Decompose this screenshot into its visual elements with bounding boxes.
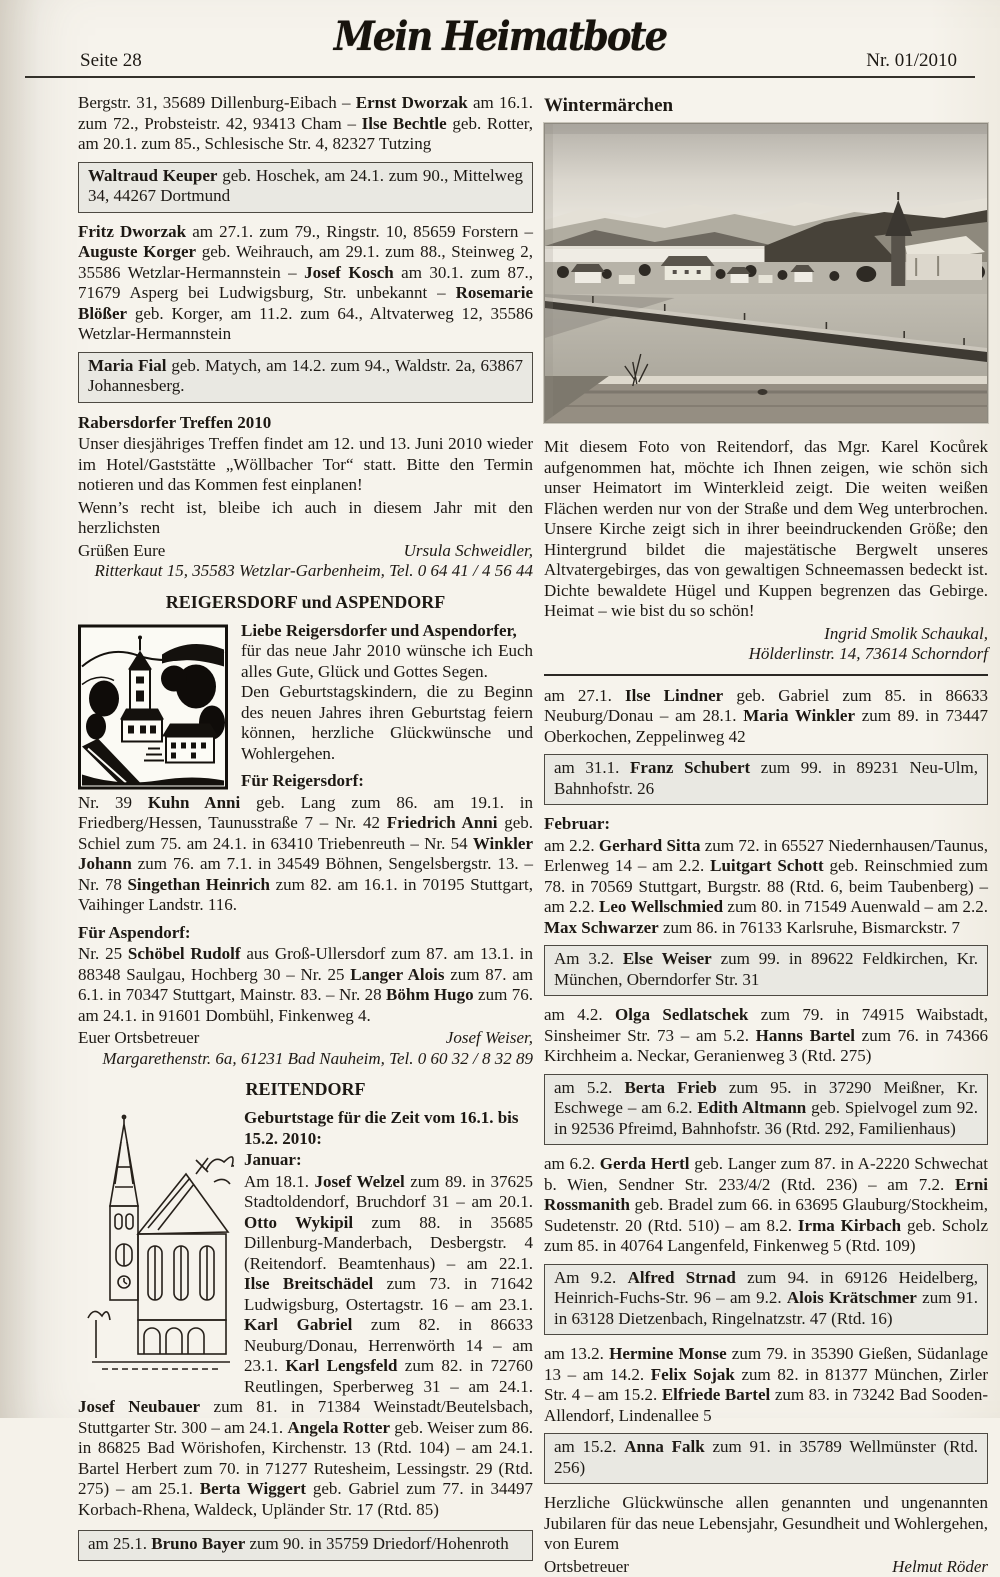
- highlight-box-keuper: Waltraud Keuper geb. Hoschek, am 24.1. zum 90., Mittelweg 34, 44267 Dortmund: [78, 162, 533, 213]
- highlight-box-fial: Maria Fial geb. Matych, am 14.2. zum 94., Waldstr. 2a, 63867 Johannesberg.: [78, 352, 533, 403]
- highlight-box-strnad: Am 9.2. Alfred Strnad zum 94. in 69126 Heidelberg, Heinrich-Fuchs-Str. 96 – am 9.2. Alois Krätschmer zum 91. in 63128 Dietzenbach, Ringelnatzstr. 47 (Rtd. 16): [544, 1264, 988, 1336]
- february-list-2: am 4.2. Olga Sedlatschek zum 79. in 74915 Waibstadt, Sinsheimer Str. 73 – am 5.2. Hanns Bartel zum 76. in 74366 Kirchheim a. Neckar, Geranienweg 3 (Rtd. 275): [544, 1005, 988, 1067]
- month-heading-february: Februar:: [544, 814, 988, 835]
- fuer-aspendorf-heading: Für Aspendorf:: [78, 923, 533, 944]
- highlight-box-weiser: Am 3.2. Else Weiser zum 99. in 89622 Feldkirchen, Kr. München, Oberndorfer Str. 31: [544, 945, 988, 996]
- section-title-reigersdorf: REIGERSDORF und ASPENDORF: [78, 592, 533, 613]
- february-list-1: am 2.2. Gerhard Sitta zum 72. in 65527 Niedernhausen/Taunus, Erlenweg 14 – am 2.2. Luitgart Schott geb. Reinschmied zum 78. in 70569 Stuttgart, Burgstr. 88 (Rtd. 6, beim Taubenberg) – am 2.2. Leo Wellschmied zum 80. in 71549 Auenwald – am 2.2. Max Schwarzer zum 86. in 76133 Karlsruhe, Bismarckstr. 7: [544, 836, 988, 939]
- reigersdorf-signature-row: [78, 1028, 533, 1049]
- rabersdorf-title: Rabersdorfer Treffen 2010: [78, 413, 533, 434]
- signature-address: Ritterkaut 15, 35583 Wetzlar-Garbenheim, Tel. 0 64 41 / 4 56 44: [78, 561, 533, 582]
- page-header: [0, 0, 1000, 78]
- village-woodcut-illustration: [78, 624, 228, 790]
- left-column: [78, 93, 533, 1577]
- closing-signature-row: [544, 1557, 988, 1577]
- signature-address: Hölderlinstr. 14, 73614 Schorndorf: [544, 644, 988, 665]
- reigersdorf-birthday-list: Nr. 39 Kuhn Anni geb. Lang zum 86. am 19.1. in Friedberg/Hessen, Taunusstraße 7 – Nr. 42 Friedrich Anni geb. Schiel zum 75. am 24.1. in 63410 Triebenreuth – Nr. 54 Winkler Johann zum 76. am 7.1. in 34549 Böhnen, Sengelsbergstr. 13. – Nr. 78 Singethan Heinrich zum 82. am 16.1. in 70195 Stuttgart, Vaihinger Landstr. 116.: [78, 793, 533, 916]
- reitendorf-subtitle: Geburtstage für die Zeit vom 16.1. bis 15.2. 2010:: [78, 1108, 533, 1149]
- wintermaerchen-text: Mit diesem Foto von Reitendorf, das Mgr. Karel Kocůrek aufgenommen hat, möchte ich Ihnen zeigen, wie schön sich unser Heimatort im Winterkleid zeigt. Die weiten weißen Flächen werden nur von der Straße und dem Weg unterbrochen. Unsere Kirche zeigt sich in ihrer beeindruckenden Größe; den Hintergrund bildet die majestätische Bergwelt unseres Altvatergebirges, das von gewaltigen Schneemassen bedeckt ist. Dichte bewaldete Hügel und Kuppen begrenzen das Gebirge. Heimat – wie bist du so schön!: [544, 437, 988, 622]
- aspendorf-birthday-list: Nr. 25 Schöbel Rudolf aus Groß-Ullersdorf zum 87. am 13.1. in 88348 Saulgau, Hochberg 30 – Nr. 25 Langer Alois zum 87. am 6.1. in 70347 Stuttgart, Mainstr. 83. – Nr. 28 Böhm Hugo zum 76. am 24.1. in 91601 Dombühl, Finkenweg 4.: [78, 944, 533, 1026]
- reitendorf-january-list: Am 18.1. Josef Welzel zum 89. in 37625 Stadtoldendorf, Bruchdorf 31 – am 20.1. Otto Wykipil zum 88. in 35685 Dillenburg-Manderbach, Desbergstr. 4 (Reitendorf. Beamtenhaus) – am 22.1. Ilse Breitschädel zum 73. in 71642 Ludwigsburg, Ostertagstr. 16 – am 23.1. Karl Gabriel zum 82. in 86633 Neuburg/Donau, Herrenwörth 14 – am 23.1. Karl Lengsfeld zum 82. in 72760 Reutlingen, Sperberweg 31 – am 24.1. Josef Neubauer zum 81. in 71384 Weinstadt/Beutelsbach, Stuttgarter Str. 300 – am 24.1. Angela Rotter geb. Weiser zum 86. in 86825 Bad Wörishofen, Kirchenstr. 13 (Rtd. 104) – am 24.1. Bartel Herbert zum 70. in 71277 Rutesheim, Lessingstr. 29 (Rtd. 275) – am 25.1. Berta Wiggert geb. Gabriel zum 77. in 34497 Korbach-Rhena, Waldeck, Upländer Str. 17 (Rtd. 85): [78, 1172, 533, 1521]
- highlight-box-bayer: am 25.1. Bruno Bayer zum 90. in 35759 Driedorf/Hohenroth: [78, 1530, 533, 1561]
- fuer-reigersdorf-heading: Für Reigersdorf:: [78, 771, 533, 792]
- closing-paragraph: Herzliche Glückwünsche allen genannten und ungenannten Jubilaren für das neue Lebensjahr, Gesundheit und Wohlergehen, von Eurem: [544, 1493, 988, 1555]
- signature-lead: Grüßen Eure: [78, 541, 165, 562]
- rabersdorf-signature-row: [78, 541, 533, 562]
- reigersdorf-intro: Liebe Reigersdorfer und Aspendorfer, für das neue Jahr 2010 wünsche ich Euch alles Gute, Glück und Gottes Segen. Den Geburtstagskindern, die zu Beginn des neuen Jahres ihren Geburtstag feiern können, herzliche Glückwünsche und Wohlergehen.: [78, 621, 533, 765]
- right-column: [544, 93, 988, 1577]
- page-number-label: Seite 28: [80, 50, 142, 72]
- birthday-paragraph: Fritz Dworzak am 27.1. zum 79., Ringstr. 10, 85659 Forstern – Auguste Korger geb. Weihrauch, am 29.1. zum 88., Steinweg 2, 35586 Wetzlar-Hermannstein – Josef Kosch am 30.1. zum 87., 71679 Asperg bei Ludwigsburg, Str. unbekannt – Rosemarie Blößer geb. Korger, am 11.2. zum 64., Altvaterweg 12, 35586 Wetzlar-Hermannstein: [78, 222, 533, 345]
- signature-lead: Euer Ortsbetreuer: [78, 1028, 199, 1049]
- signature-name: Ingrid Smolik Schaukal,: [544, 624, 988, 645]
- header-row: [25, 50, 975, 72]
- wintermaerchen-title: Wintermärchen: [544, 95, 988, 117]
- issue-number-label: Nr. 01/2010: [866, 50, 957, 72]
- month-heading-january: Januar:: [78, 1150, 533, 1171]
- rabersdorf-body: Unser diesjähriges Treffen findet am 12. und 13. Juni 2010 wieder im Hotel/Gaststätte „Wöllbacher Tor“ statt. Bitte den Termin notieren und das Kommen fest einplanen!: [78, 434, 533, 496]
- church-line-drawing-illustration: [78, 1112, 234, 1388]
- february-list-4: am 13.2. Hermine Monse zum 79. in 35390 Gießen, Südanlage 13 – am 14.2. Felix Sojak zum 82. in 81377 München, Zirler Str. 4 – am 15.2. Elfriede Bartel zum 83. in 73242 Bad Sooden-Allendorf, Lindenallee 5: [544, 1344, 988, 1426]
- january-end-list: am 27.1. Ilse Lindner geb. Gabriel zum 85. in 86633 Neuburg/Donau – am 28.1. Maria Winkler zum 89. in 73447 Oberkochen, Zeppelinweg 42: [544, 686, 988, 748]
- highlight-box-frieb: am 5.2. Berta Frieb zum 95. in 37290 Meißner, Kr. Eschwege – am 6.2. Edith Altmann geb. Spielvogel zum 92. in 92536 Pfreimd, Bahnhofstr. 36 (Rtd. 292, Familienhaus): [544, 1074, 988, 1146]
- signature-name: Ursula Schweidler,: [404, 541, 533, 562]
- rabersdorf-line: Wenn’s recht ist, bleibe ich auch in diesem Jahr mit den herzlichsten: [78, 498, 533, 539]
- highlight-box-schubert: am 31.1. Franz Schubert zum 99. in 89231 Neu-Ulm, Bahnhofstr. 26: [544, 754, 988, 805]
- signature-lead: Ortsbetreuer: [544, 1557, 629, 1577]
- february-list-3: am 6.2. Gerda Hertl geb. Langer zum 87. in A-2220 Schwechat b. Wien, Sendner Str. 233/4/2 (Rtd. 236) – am 7.2. Erni Rossmanith geb. Bradel zum 66. in 63695 Glauburg/Stockheim, Sudetenstr. 20 (Rtd. 510) – am 8.2. Irma Kirbach geb. Scholz zum 85. in 40764 Langenfeld, Finkenweg 5 (Rtd. 109): [544, 1154, 988, 1257]
- signature-address: Margarethenstr. 6a, 61231 Bad Nauheim, Tel. 0 60 32 / 8 32 89: [78, 1049, 533, 1070]
- reigersdorf-section: [78, 621, 533, 1070]
- two-column-layout: [78, 93, 988, 1577]
- signature-name: Helmut Röder: [892, 1557, 988, 1577]
- winter-landscape-photo: [544, 123, 988, 423]
- column-divider-rule: [544, 674, 988, 676]
- reitendorf-section: [78, 1108, 533, 1520]
- signature-name: Josef Weiser,: [446, 1028, 533, 1049]
- section-title-reitendorf: REITENDORF: [78, 1079, 533, 1100]
- masthead-title: Mein Heimatbote: [0, 12, 1000, 60]
- highlight-box-falk: am 15.2. Anna Falk zum 91. in 35789 Wellmünster (Rtd. 256): [544, 1433, 988, 1484]
- header-rule: [25, 76, 975, 78]
- birthday-paragraph: Bergstr. 31, 35689 Dillenburg-Eibach – Ernst Dworzak am 16.1. zum 72., Probsteistr. 42, 93413 Cham – Ilse Bechtle geb. Rotter, am 20.1. zum 85., Schlesische Str. 4, 82327 Tutzing: [78, 93, 533, 155]
